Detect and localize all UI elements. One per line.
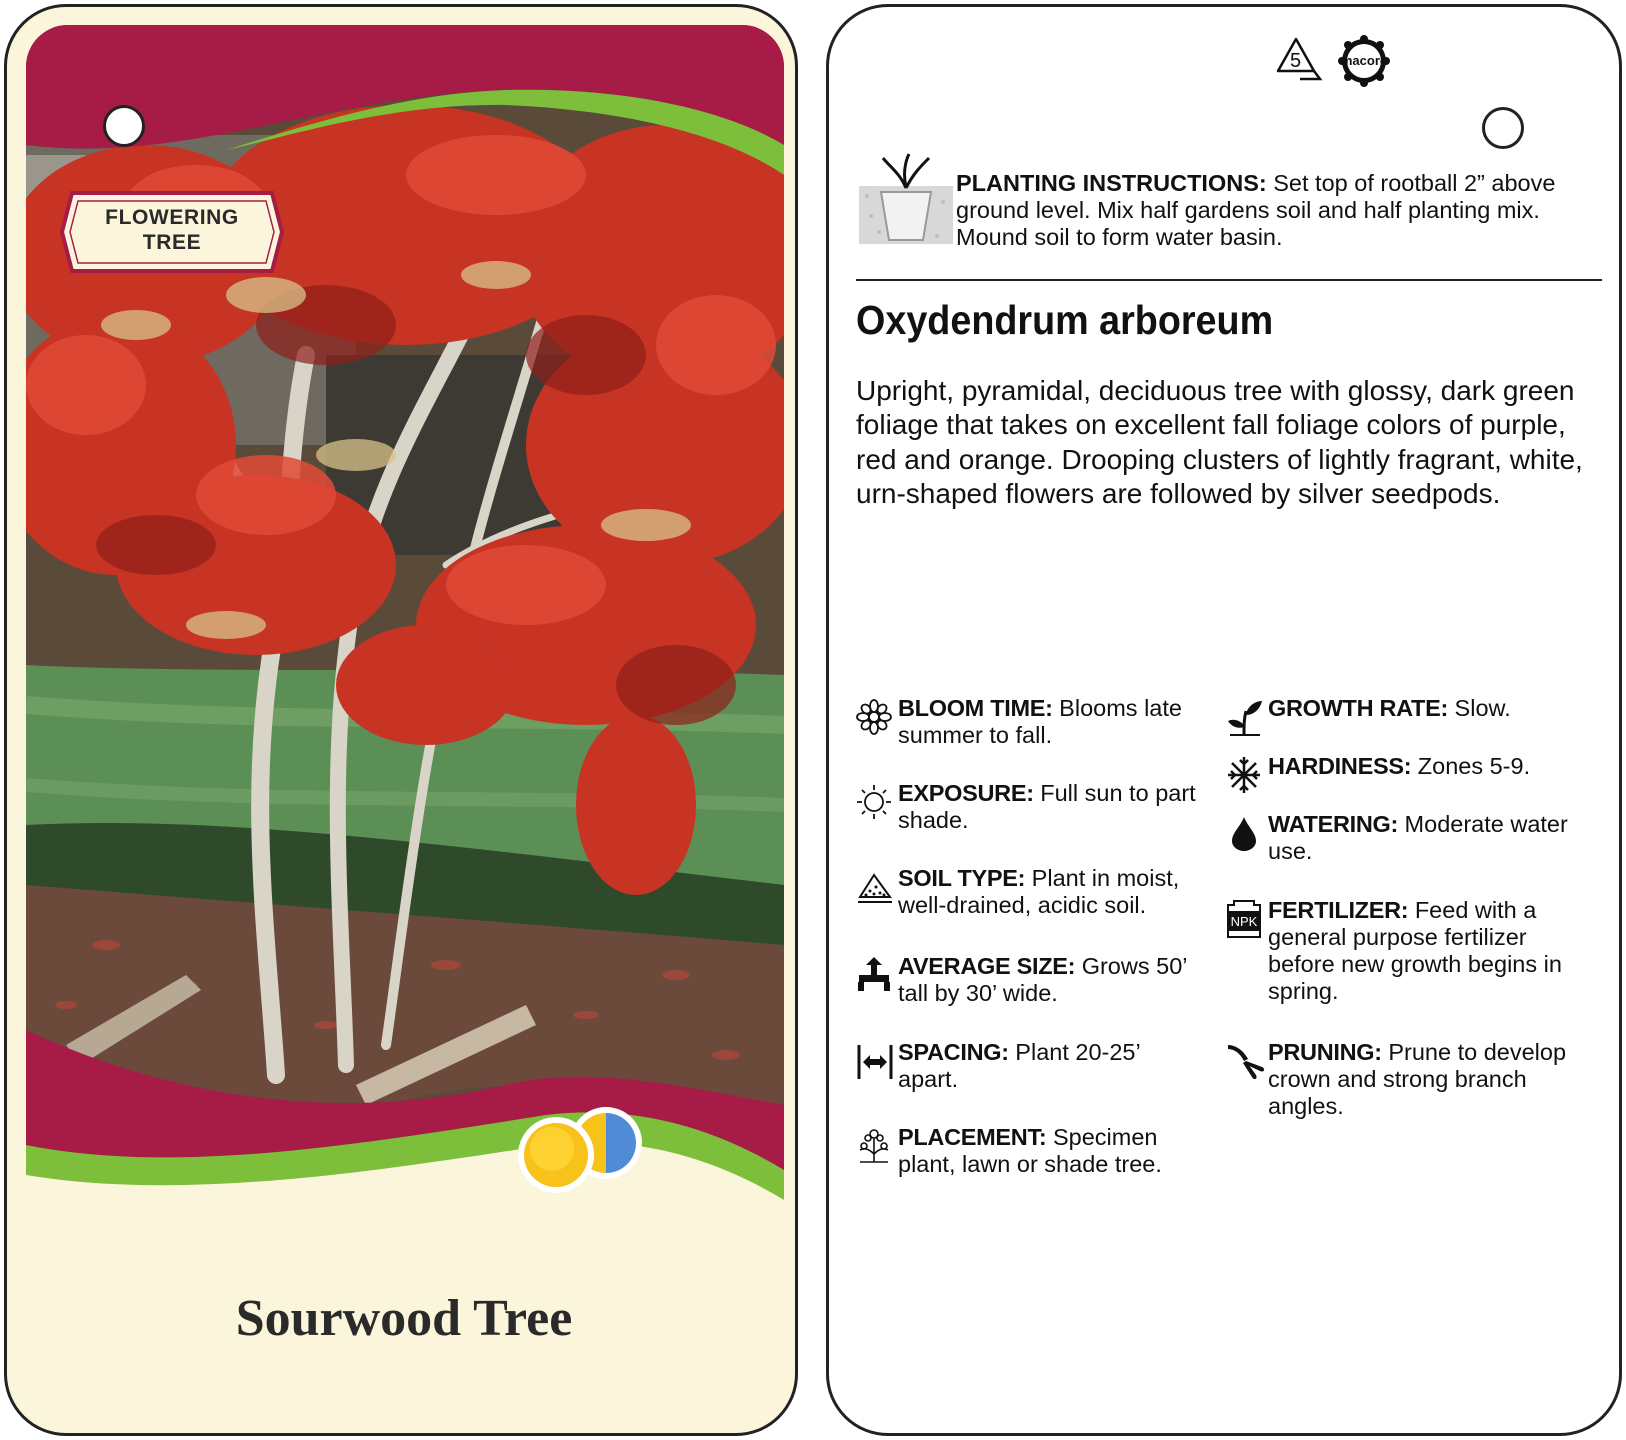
attr-label: AVERAGE SIZE: (898, 953, 1076, 979)
water-drop-icon (1226, 813, 1266, 853)
attr-placement (856, 1124, 1201, 1178)
attr-label: GROWTH RATE: (1268, 695, 1449, 721)
spacing-icon (856, 1041, 896, 1081)
flower-icon (856, 697, 896, 737)
attr-label: BLOOM TIME: (898, 695, 1053, 721)
attr-value: Plant in moist, well-drained, acidic soil. (898, 865, 1180, 918)
attr-bloom-time (856, 695, 1201, 749)
pruners-icon (1226, 1041, 1266, 1081)
attr-watering (1226, 811, 1571, 865)
npk-icon (1226, 899, 1266, 939)
attr-soil-type (856, 865, 1201, 919)
attr-pruning (1226, 1039, 1571, 1120)
attr-value: Grows 50’ tall by 30’ wide. (898, 953, 1187, 1006)
npk-label: NPK (1230, 914, 1258, 929)
attr-label: PRUNING: (1268, 1039, 1382, 1065)
soil-icon (856, 867, 896, 907)
photo-panel (26, 25, 784, 1235)
badge-line-1: FLOWERING (105, 206, 239, 229)
sun-icon (856, 782, 896, 822)
attr-value: Zones 5-9. (1411, 753, 1531, 779)
size-icon (856, 955, 896, 995)
attr-value: Plant 20-25’ apart. (898, 1039, 1140, 1092)
recycle-logos (1274, 33, 1404, 95)
front-tag (4, 4, 798, 1436)
planting-pot-icon (859, 152, 953, 248)
attr-value: Specimen plant, lawn or shade tree. (898, 1124, 1162, 1177)
attr-label: HARDINESS: (1268, 753, 1412, 779)
planting-instructions (956, 170, 1596, 251)
attr-average-size (856, 953, 1201, 1007)
attr-value: Slow. (1448, 695, 1511, 721)
sprout-icon (1226, 697, 1266, 737)
hang-hole (103, 105, 145, 147)
snowflake-icon (1226, 755, 1266, 795)
attr-value: Prune to develop crown and strong branch angles. (1268, 1039, 1567, 1119)
attr-spacing (856, 1039, 1201, 1093)
common-name: Sourwood Tree (235, 1290, 573, 1347)
attr-label: SPACING: (898, 1039, 1009, 1065)
recycle-code: 5 (1290, 50, 1302, 72)
sun-exposure-icons (516, 1105, 656, 1195)
planting-text: Set top of rootball 2” above ground level. Mix half gardens soil and half planting mix. Mound soil to form water basin. (956, 170, 1556, 250)
attr-value: Full sun to part shade. (898, 780, 1196, 833)
attr-label: FERTILIZER: (1268, 897, 1409, 923)
plant-description: Upright, pyramidal, deciduous tree with glossy, dark green foliage that takes on excellent fall foliage colors of purple, red and orange. Drooping clusters of lightly fragrant, white, urn-shaped flowers are followed by silver seedpods. (856, 375, 1583, 510)
attr-growth-rate (1226, 695, 1571, 722)
back-tag (826, 4, 1622, 1436)
attr-fertilizer (1226, 897, 1571, 1005)
attr-label: PLACEMENT: (898, 1124, 1047, 1150)
attr-label: SOIL TYPE: (898, 865, 1026, 891)
botanical-name: Oxydendrum arboreum (856, 297, 1274, 343)
attr-exposure (856, 780, 1201, 834)
attr-value: Feed with a general purpose fertilizer before new growth begins in spring. (1268, 897, 1562, 1004)
attr-hardiness (1226, 753, 1571, 780)
hang-hole (1482, 107, 1524, 149)
attr-value: Moderate water use. (1268, 811, 1568, 864)
placement-icon (856, 1126, 896, 1166)
attr-label: EXPOSURE: (898, 780, 1034, 806)
planting-label: PLANTING INSTRUCTIONS: (956, 170, 1267, 196)
section-divider (856, 279, 1602, 281)
flowering-tree-badge (58, 189, 286, 275)
badge-line-2: TREE (142, 231, 202, 254)
brand-logo-text: macore (1340, 53, 1388, 68)
attr-value: Blooms late summer to fall. (898, 695, 1182, 748)
attr-label: WATERING: (1268, 811, 1399, 837)
